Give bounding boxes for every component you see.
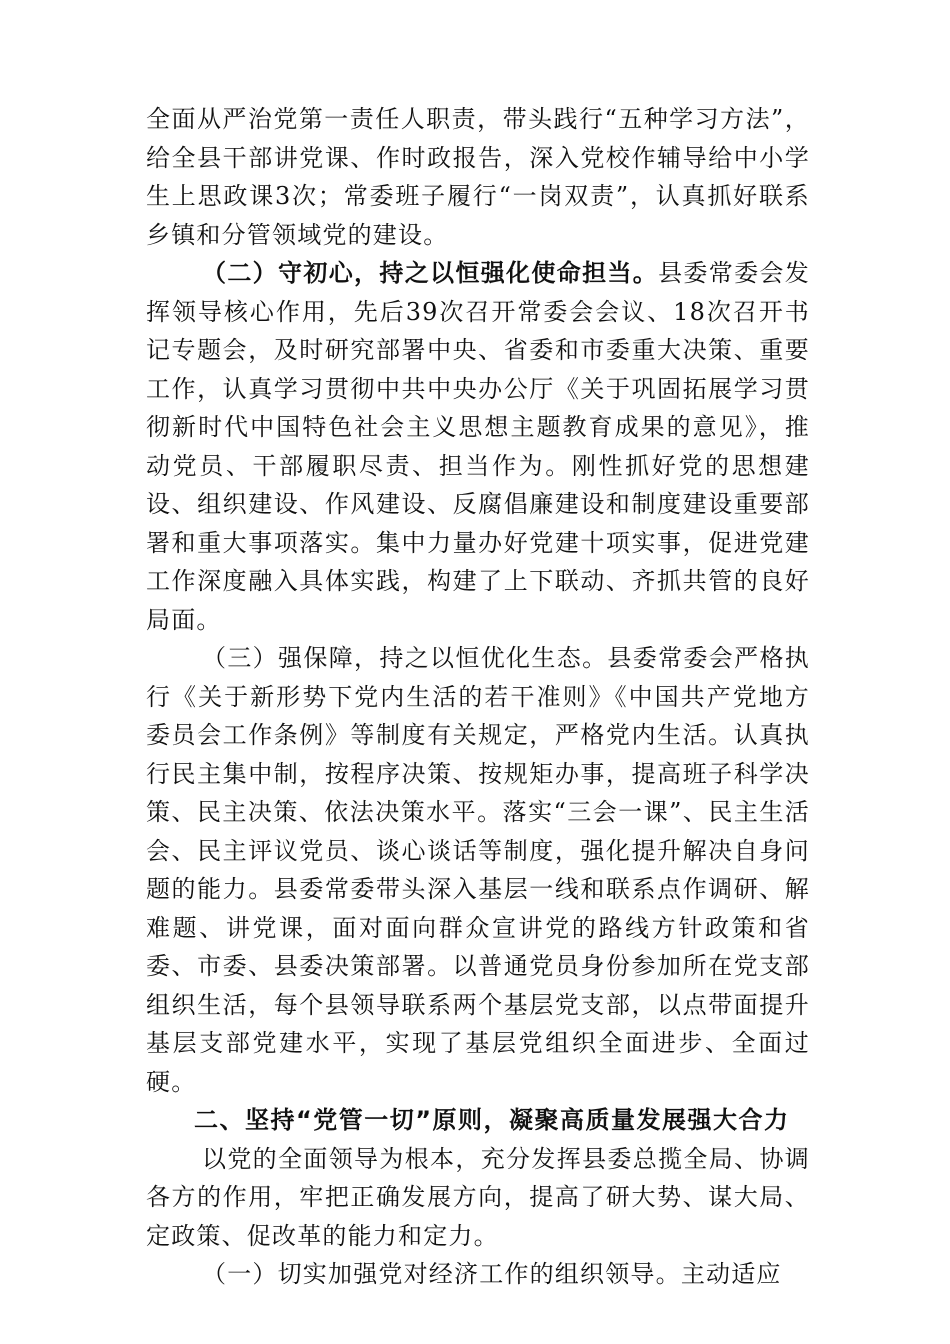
section-3-body: 县委常委会严格执行《关于新形势下党内生活的若干准则》《中国共产党地方委员会工作条例》等制度有关规定，严格党内生活。认真执行民主集中制，按程序决策、按规矩办事，提高班子科学决策、民主决策、依法决策水平。落实“三会一课”、民主生活会、民主评议党员、谈心谈话等制度，强化提升解决自身问题的能力。县委常委带头深入基层一线和联系点作调研、解难题、讲党课，面对面向群众宣讲党的路线方针政策和省委、市委、县委决策部署。以普通党员身份参加所在党支部组织生活，每个县领导联系两个基层党支部，以点带面提升基层支部党建水平，实现了基层党组织全面进步、全面过硬。 <box>146 644 810 1096</box>
subsection-1-body: 主动适应 <box>680 1260 782 1288</box>
paragraph-section-2 <box>146 254 810 639</box>
section-2-lead: （二）守初心，持之以恒强化使命担当。 <box>202 259 659 287</box>
paragraph-section-3 <box>146 639 810 1101</box>
document-page <box>146 100 810 1294</box>
paragraph-subsection-1 <box>146 1255 810 1294</box>
section-3-lead: （三）强保障，持之以恒优化生态。 <box>202 644 608 672</box>
section-2-body: 县委常委会发挥领导核心作用，先后39次召开常委会会议、18次召开书记专题会，及时研究部署中央、省委和市委重大决策、重要工作，认真学习贯彻中共中央办公厅《关于巩固拓展学习贯彻新时代中国特色社会主义思想主题教育成果的意见》，推动党员、干部履职尽责、担当作为。刚性抓好党的思想建设、组织建设、作风建设、反腐倡廉建设和制度建设重要部署和重大事项落实。集中力量办好党建十项实事，促进党建工作深度融入具体实践，构建了上下联动、齐抓共管的良好局面。 <box>146 259 810 634</box>
subsection-1-lead: （一）切实加强党对经济工作的组织领导。 <box>202 1260 681 1288</box>
paragraph-continuation: 全面从严治党第一责任人职责，带头践行“五种学习方法”，给全县干部讲党课、作时政报告，深入党校作辅导给中小学生上思政课3次；常委班子履行“一岗双责”，认真抓好联系乡镇和分管领域党的建设。 <box>146 105 810 249</box>
paragraph-part-2-intro: 以党的全面领导为根本，充分发挥县委总揽全局、协调各方的作用，牢把正确发展方向，提高了研大势、谋大局、定政策、促改革的能力和定力。 <box>146 1144 810 1250</box>
heading-part-2: 二、坚持“党管一切”原则，凝聚高质量发展强大合力 <box>194 1106 790 1134</box>
